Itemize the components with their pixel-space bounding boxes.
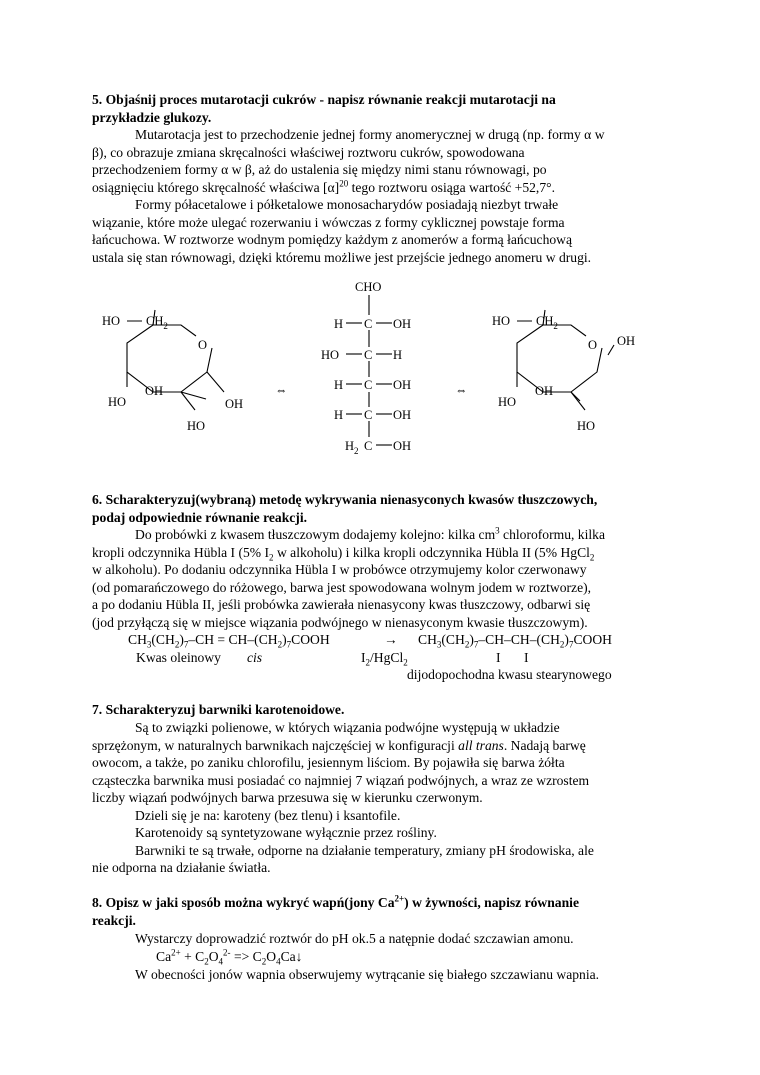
- chain-row4-left: H: [334, 408, 344, 422]
- q8-heading-line1: 8. Opisz w jaki sposób można wykryć wapń(jony $Ca^{2+}$) w żywności, napisz równanie: [92, 893, 579, 910]
- chain-row1-right: OH: [393, 317, 412, 331]
- q5-p2-line1: Formy półacetalowe i półketalowe monosacharydów posiadają niezbyt trwałe: [135, 197, 559, 212]
- equilibrium-arrow-right: ⇔: [455, 383, 468, 397]
- q8-paragraph: [92, 930, 682, 948]
- chain-row1-left: H: [334, 317, 344, 331]
- q6-line1-b: chloroformu, kilka: [499, 527, 605, 542]
- q6-line5: a po dodaniu Hübla II, jeśli probówka zawierała nienasycony kwas tłuszczowy, odbarwi się: [92, 597, 591, 612]
- q5-paragraph-1: [92, 126, 682, 196]
- chain-last-center: C: [364, 439, 373, 453]
- q6-heading-line1: 6. Scharakteryzuj(wybraną) metodę wykrywania nienasyconych kwasów tłuszczowych,: [92, 492, 598, 507]
- q6-line1-a: Do probówki z kwasem tłuszczowym dodajemy kolejno: kilka cm: [135, 527, 496, 542]
- q5-p2-line4: ustala się stan równowagi, dzięki któremu możliwe jest przejście jednego anomeru w drugi.: [92, 249, 592, 265]
- q8-line2: W obecności jonów wapnia obserwujemy wytrącanie się białego szczawianu wapnia.: [135, 967, 600, 982]
- ring1-ch2: $CH_2$: [146, 314, 168, 331]
- q7-line3: owocom, a także, po zaniku chlorofilu, jesiennym liściom. By pojawiła się barwa żółta: [92, 755, 565, 770]
- ring2-ho-left: HO: [498, 395, 517, 409]
- chain-row4-center: C: [364, 408, 373, 422]
- q5-paragraph-2: [92, 196, 682, 266]
- ring1-oh-mid: OH: [145, 384, 164, 398]
- q6-line2-sub: 2: [269, 552, 274, 563]
- ring2-oh-anomeric: OH: [617, 334, 636, 348]
- chain-row3-right: OH: [393, 378, 412, 392]
- chain-last-right: OH: [393, 439, 412, 453]
- q5-heading: [92, 91, 682, 126]
- chain-row2-left: HO: [321, 348, 340, 362]
- q7-line6: Dzieli się je na: karoteny (bez tlenu) i ksantofile.: [135, 807, 401, 823]
- q5-p1-line2: β), co obrazuje zmiana skręcalności właściwej roztworu cukrów, spowodowana: [92, 144, 525, 160]
- q7-paragraph: [92, 719, 682, 877]
- q6-line1: [92, 526, 682, 544]
- chain-row3-left: H: [334, 378, 344, 392]
- q6-cis-label: cis: [247, 650, 263, 665]
- q6-iodine-1: I: [496, 650, 501, 665]
- chain-row2-right: H: [393, 348, 403, 362]
- ring2-oxygen: O: [588, 338, 598, 352]
- chain-cho: CHO: [355, 280, 382, 294]
- equilibrium-arrow-left: ⇔: [275, 383, 288, 397]
- q6-line2-sub2: 2: [589, 552, 595, 563]
- q6-product-label: dijodopochodna kwasu stearynowego: [407, 667, 612, 682]
- q5-heading-line2: przykładzie glukozy.: [92, 109, 212, 125]
- q7-line1: Są to związki polienowe, w których wiązania podwójne występują w układzie: [135, 720, 560, 735]
- chain-row1-center: C: [364, 317, 373, 331]
- q6-heading: [92, 491, 682, 526]
- q6-line3: w alkoholu). Po dodaniu odczynnika Hübla I w probówce otrzymujemy kolor czerwonawy: [92, 562, 587, 577]
- q6-line2-a: kropli odczynnika Hübla I (5% I: [92, 544, 270, 560]
- q7-line2: [92, 737, 682, 755]
- q5-p2-line2: wiązanie, które może ulegać rozerwaniu i wówczas z formy cyklicznej powstaje forma: [92, 214, 565, 230]
- q6-reagent: $I_2/HgCl_2$: [361, 650, 408, 668]
- ring2-ch2: $CH_2$: [536, 314, 558, 331]
- q5-p1-line1: Mutarotacja jest to przechodzenie jednej formy anomerycznej w drugą (np. formy α w: [135, 127, 605, 142]
- q5-p1-line4: [92, 179, 682, 197]
- ring1-ho-left: HO: [108, 395, 127, 409]
- q7-line5: liczby wiązań podwójnych barwa przesuwa się w kierunku czerwonym.: [92, 790, 483, 805]
- q7-line4: cząsteczka barwnika musi posiadać co najmniej 7 wiązań podwójnych, a wraz ze wzrostem: [92, 772, 590, 788]
- ring1-ho-bottom: HO: [187, 419, 206, 433]
- q7-line2-a: sprzężonym, w naturalnych barwnikach najczęściej w konfiguracji: [92, 737, 459, 753]
- ring2-ho-ch2: HO: [492, 314, 511, 328]
- q6-equation-right: $CH_3(CH_2)_7-CH-CH-(CH_2)_7COOH$: [418, 632, 612, 650]
- q6-iodine-2: I: [524, 650, 529, 665]
- chain-row4-right: OH: [393, 408, 412, 422]
- q8-equation: $Ca^{2+} + C_2O_4^{2-}$ => $C_2O_4Ca↓$: [156, 947, 303, 967]
- q7-heading: 7. Scharakteryzuj barwniki karotenoidowe.: [92, 702, 345, 717]
- chain-last-left: $H_2$: [345, 439, 359, 456]
- ring2-ho-bottom: HO: [577, 419, 596, 433]
- q5-p1-line4-sup: 20: [339, 177, 349, 188]
- ring1-oh-right: OH: [225, 397, 244, 411]
- ring2-oh-mid: OH: [535, 384, 554, 398]
- chain-row3-center: C: [364, 378, 373, 392]
- q6-line2: [92, 544, 682, 562]
- q6-line4: (od pomarańczowego do różowego, barwa jest spowodowana wolnym jodem w roztworze),: [92, 579, 592, 595]
- q6-line1-sup: 3: [495, 525, 500, 536]
- q6-line6: (jod przyłączą się w miejsce wiązania podwójnego w nienasyconym kwasie tłuszczowym).: [92, 614, 588, 630]
- q5-heading-line1: 5. Objaśnij proces mutarotacji cukrów - napisz równanie reakcji mutarotacji na: [92, 92, 556, 107]
- q7-line2-italic: all trans: [458, 737, 504, 753]
- q7-line7: Karotenoidy są syntetyzowane wyłącznie przez rośliny.: [135, 825, 437, 840]
- q6-equation-arrow: →: [384, 632, 398, 647]
- chain-row2-center: C: [364, 348, 373, 362]
- q7-line9: nie odporna na działanie światła.: [92, 860, 271, 875]
- mutarotation-diagram: [0, 275, 760, 465]
- q8-line1: Wystarczy doprowadzić roztwór do pH ok.5 a natępnie dodać szczawian amonu.: [135, 931, 574, 946]
- q7-line8: Barwniki te są trwałe, odporne na działanie temperatury, zmiany pH środowiska, ale: [135, 842, 594, 858]
- q8-conclusion: [92, 966, 682, 984]
- q5-p1-line4-b: tego roztworu osiąga wartość +52,7°.: [348, 179, 555, 195]
- q8-heading-line2: reakcji.: [92, 912, 136, 928]
- q6-equation-left: $CH_3(CH_2)_7-CH$ = $CH-(CH_2)_7COOH$: [128, 632, 330, 650]
- ring1-oxygen: O: [198, 338, 208, 352]
- q7-line2-b: . Nadają barwę: [503, 737, 586, 753]
- ring1-ho-ch2: HO: [102, 314, 121, 328]
- q5-p2-line3: łańcuchowa. W roztworze wodnym pomiędzy każdym z anomerów a formą łańcuchową: [92, 232, 573, 247]
- q8-heading: [92, 894, 682, 929]
- q6-oleic-label: Kwas oleinowy: [136, 650, 221, 665]
- q6-heading-line2: podaj odpowiednie równanie reakcji.: [92, 509, 307, 525]
- q5-p1-line3: przechodzeniem formy α w β, aż do ustalenia się między nimi stanu równowagi, po: [92, 162, 547, 177]
- q6-paragraph: [92, 526, 682, 631]
- q5-p1-line4-a: osiągnięciu którego skręcalność właściwa [α]: [92, 179, 340, 195]
- q6-line2-b: w alkoholu) i kilka kropli odczynnika Hübla II (5% HgCl: [273, 544, 590, 560]
